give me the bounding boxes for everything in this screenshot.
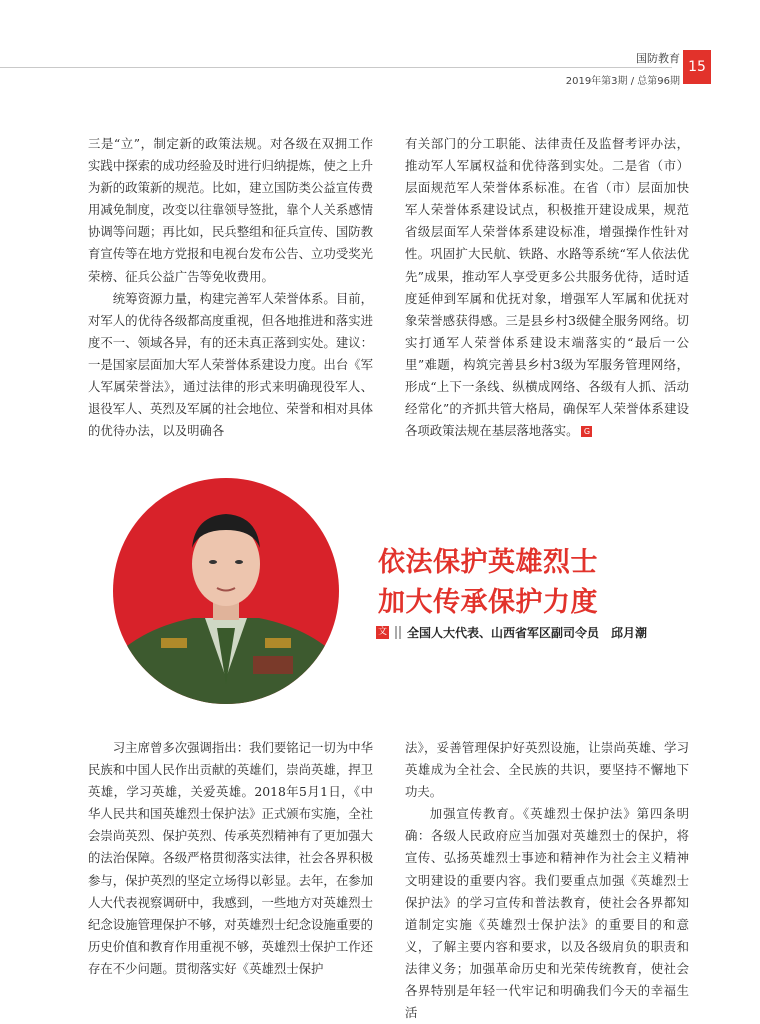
body-column-right [405,737,689,1024]
author-mark-icon: 文 [377,626,387,637]
paragraph [405,133,689,442]
magazine-name: 国防教育 [636,52,680,65]
paragraph-text: 有关部门的分工职能、法律责任及监督考评办法，推动军人军属权益和优待落到实处。二是省（市）层面规范军人荣誉体系标准。在省（市）层面加快军人荣誉体系建设试点，积极推开建设成果，规范省级层面军人荣誉体系建设标准，增强操作性针对性。巩固扩大民航、铁路、水路等系统“军人依法优先”成果，推动军人享受更多公共服务优待，适时适度延伸到军属和优抚对象，增强军人军属和优抚对象荣誉感获得感。三是县乡村3级健全服务网络。切实打通军人荣誉体系建设末端落实的“最后一公里”难题，构筑完善县乡村3级为军服务管理网络，形成“上下一条线、纵横成网络、各级有人抓、活动经常化”的齐抓共管大格局，确保军人荣誉体系建设各项政策法规在基层落地落实。 [405,136,689,439]
article-end-icon: G [581,426,592,437]
article-title-line1: 依法保护英雄烈士 [378,547,598,578]
paragraph: 三是“立”，制定新的政策法规。对各级在双拥工作实践中探索的成功经验及时进行归纳提炼，使之上升为新的政策新的规范。比如，建立国防类公益宣传费用减免制度，改变以往靠领导签批，靠个人关系感情协调等问题；再比如，民兵整组和征兵宣传、国防教育宣传等在地方党报和电视台发布公告、立功受奖光荣榜、征兵公益广告等免收费用。 [88,136,373,284]
paragraph: 加强宣传教育。《英雄烈士保护法》第四条明确：各级人民政府应当加强对英雄烈士的保护，将宣传、弘扬英雄烈士事迹和精神作为社会主义精神文明建设的重要内容。我们要重点加强《英雄烈士保护法》的学习宣传和普法教育，使社会各界都知道制定实施《英雄烈士保护法》的重要目的和意义，了解主要内容和要求，以及各级肩负的职责和法律义务；加强革命历史和光荣传统教育，使社会各界特别是年轻一代牢记和明确我们今天的幸福生活 [405,806,689,1021]
upper-column-right [405,133,689,442]
paragraph: 统筹资源力量，构建完善军人荣誉体系。目前，对军人的优待各级都高度重视，但各地推进和落实进度不一、领域各异，有的还未真正落到实处。建议：一是国家层面加大军人荣誉体系建设力度。出台《军人军属荣誉法》，通过法律的形式来明确现役军人、退役军人、英烈及军属的社会地位、荣誉和相对具体的优待办法，以及明确各 [88,290,373,439]
page-number: 15 [683,50,711,84]
byline [376,624,647,640]
article-title-line2: 加大传承保护力度 [378,587,598,618]
body-column-left [88,737,373,980]
upper-column-left [88,133,373,442]
paragraph: 习主席曾多次强调指出：我们要铭记一切为中华民族和中国人民作出贡献的英雄们，崇尚英雄，捍卫英雄，学习英雄，关爱英雄。2018年5月1日，《中华人民共和国英雄烈士保护法》正式颁布实施，全社会崇尚英烈、保护英烈、传承英烈精神有了更加强大的法治保障。各级严格贯彻落实法律，社会各界积极参与，保护英烈的坚定立场得以彰显。去年，在参加人大代表视察调研中，我感到，一些地方对英雄烈士纪念设施管理保护不够，对英雄烈士纪念设施重要的历史价值和教育作用重视不够，英雄烈士保护工作还存在不少问题。贯彻落实好《英雄烈士保护 [88,740,373,976]
header-rule [0,67,672,68]
author-portrait [113,478,339,704]
issue-info: 2019年第3期 / 总第96期 [565,76,680,87]
author-credit: 全国人大代表、山西省军区副司令员 邱月潮 [407,625,648,640]
paragraph: 法》，妥善管理保护好英烈设施，让崇尚英雄、学习英雄成为全社会、全民族的共识，要坚持不懈地下功夫。 [405,740,689,800]
separator-icon [395,626,401,639]
